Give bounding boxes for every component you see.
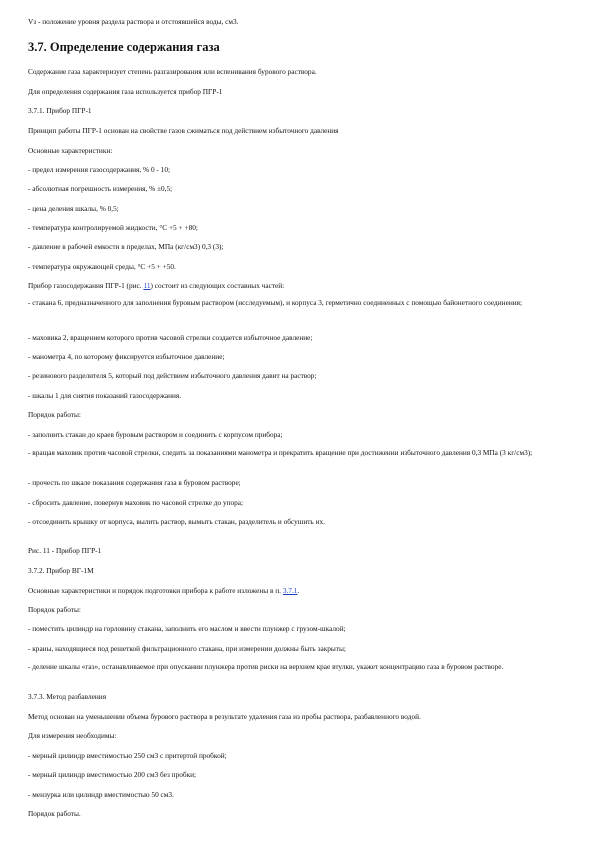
figure-caption: Рис. 11 - Прибор ПГР-1 bbox=[28, 546, 102, 555]
list-item: - поместить цилиндр на горловину стакана, заполнить его маслом и ввести плунжер с грузом-шкалой; bbox=[28, 624, 346, 633]
paragraph: Порядок работы: bbox=[28, 410, 81, 419]
list-item: - предел измерения газосодержания, % 0 - 10; bbox=[28, 165, 171, 174]
section-link[interactable]: 3.7.1 bbox=[282, 586, 298, 595]
paragraph: Основные характеристики: bbox=[28, 146, 113, 155]
list-item: - заполнить стакан до краев буровым раствором и соединить с корпусом прибора; bbox=[28, 430, 283, 439]
text-span: ) состоит из следующих составных частей: bbox=[150, 281, 285, 290]
text-span: Прибор газосодержания ПГР-1 (рис. bbox=[28, 281, 144, 290]
list-item: - резинового разделителя 5, который под действием избыточного давления давит на раствор; bbox=[28, 371, 317, 380]
paragraph: Для определения содержания газа используется прибор ПГР-1 bbox=[28, 87, 223, 96]
list-item: - вращая маховик против часовой стрелки, следить за показаниями манометра и прекратить вращение при достижении избыточного давления 0,3 МПа (3 кг/см3); bbox=[28, 448, 533, 457]
list-item: - краны, находящиеся под решеткой фильтрационного стакана, при измерении должны быть закрыты; bbox=[28, 644, 346, 653]
paragraph bbox=[28, 586, 573, 596]
paragraph: Порядок работы: bbox=[28, 605, 81, 614]
text-line: Vз - положение уровня раздела раствора и отстоявшейся воды, см3. bbox=[28, 17, 239, 26]
list-item: - мерный цилиндр вместимостью 250 см3 с притертой пробкой; bbox=[28, 751, 227, 760]
paragraph: Принцип работы ПГР-1 основан на свойстве газов сжиматься под действием избыточного давления bbox=[28, 126, 339, 135]
paragraph: Содержание газа характеризует степень разгазирования или вспенивания бурового раствора. bbox=[28, 67, 317, 76]
list-item: - сбросить давление, повернув маховик по часовой стрелке до упора; bbox=[28, 498, 244, 507]
list-item: - прочесть по шкале показания содержания газа в буровом растворе; bbox=[28, 478, 241, 487]
list-item: - температура окружающей среды, °С +5 + +50. bbox=[28, 262, 176, 271]
text-span: . bbox=[297, 586, 300, 595]
subsection-heading: 3.7.2. Прибор ВГ-1М bbox=[28, 566, 94, 575]
paragraph: Порядок работы. bbox=[28, 809, 81, 818]
subsection-heading: 3.7.3. Метод разбавления bbox=[28, 692, 107, 701]
subsection-heading: 3.7.1. Прибор ПГР-1 bbox=[28, 106, 92, 115]
list-item: - маховика 2, вращением которого против часовой стрелки создается избыточное давление; bbox=[28, 333, 313, 342]
text-span: Основные характеристики и порядок подготовки прибора к работе изложены в п. bbox=[28, 586, 283, 595]
list-item: - мензурка или цилиндр вместимостью 50 см3. bbox=[28, 790, 174, 799]
paragraph: Для измерения необходимы: bbox=[28, 731, 117, 740]
paragraph: Метод основан на уменьшении объема бурового раствора в результате удаления газа из пробы раствора, разбавленного водой. bbox=[28, 712, 421, 721]
paragraph bbox=[28, 281, 573, 291]
list-item: - шкалы 1 для снятия показаний газосодержания. bbox=[28, 391, 182, 400]
list-item: - деление шкалы «газ», останавливаемое при опускании плунжера против риски на верхнем крае втулки, укажет концентрацию газа в буровом растворе. bbox=[28, 662, 504, 671]
list-item: - абсолютная погрешность измерения, % ±0,5; bbox=[28, 184, 173, 193]
list-item: - манометра 4, по которому фиксируется избыточное давление; bbox=[28, 352, 225, 361]
list-item: - температура контролируемой жидкости, °С +5 + +80; bbox=[28, 223, 198, 232]
figure-link[interactable]: 11 bbox=[143, 281, 151, 290]
section-heading: 3.7. Определение содержания газа bbox=[28, 40, 220, 54]
list-item: - давление в рабочей емкости в пределах, МПа (кг/см3) 0,3 (3); bbox=[28, 242, 224, 251]
list-item: - стакана 6, предназначенного для заполнения буровым раствором (исследуемым), и корпуса 3, герметично соединенных с помощью байонетного соединения; bbox=[28, 298, 523, 307]
list-item: - мерный цилиндр вместимостью 200 см3 без пробки; bbox=[28, 770, 197, 779]
list-item: - цена деления шкалы, % 0,5; bbox=[28, 204, 119, 213]
list-item: - отсоединить крышку от корпуса, вылить раствор, вымыть стакан, разделитель и обсушить их. bbox=[28, 517, 325, 526]
